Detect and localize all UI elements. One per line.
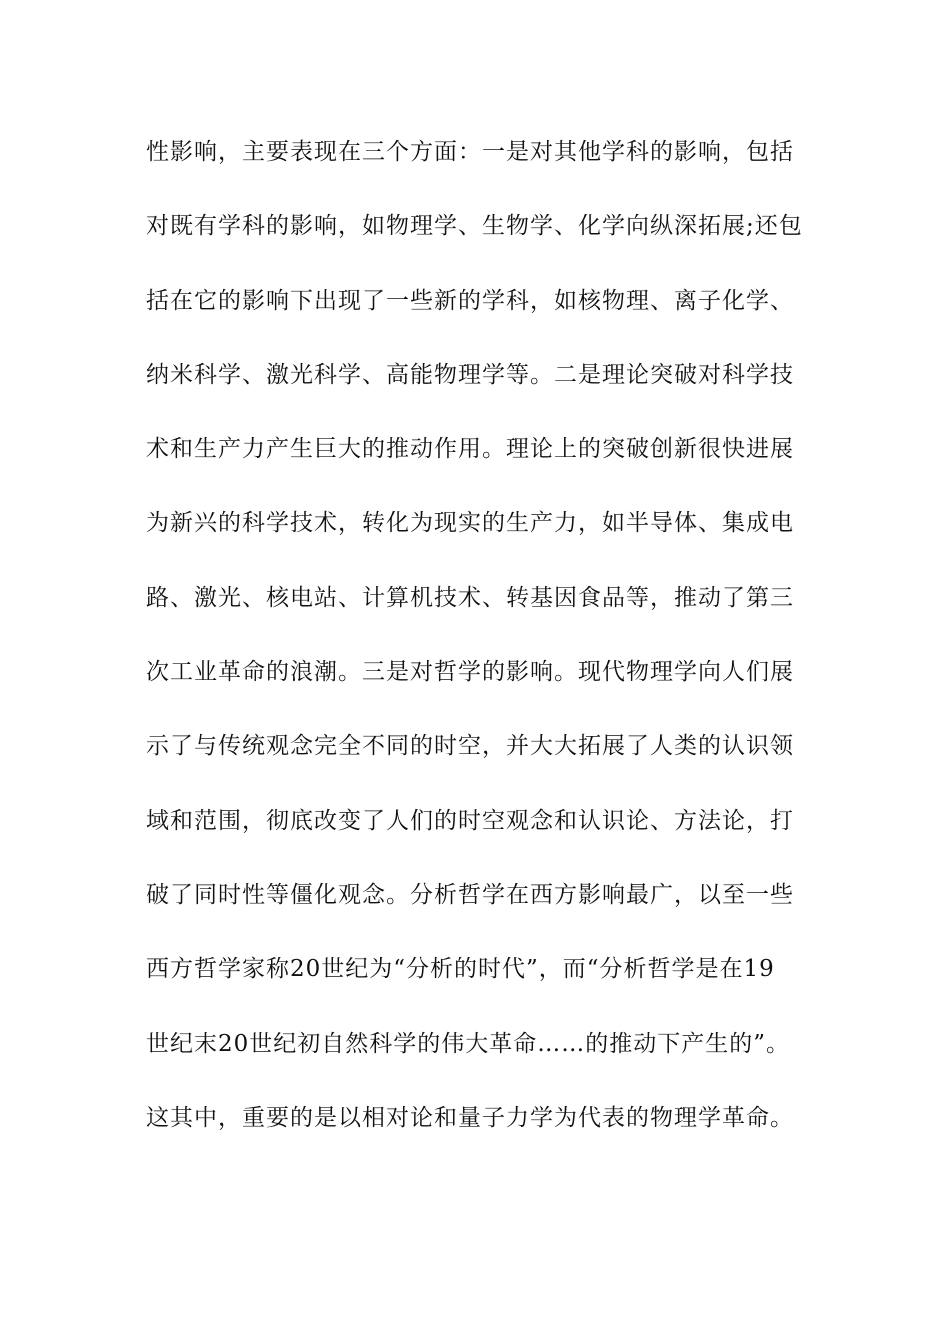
text-line-14: 这其中，重要的是以相对论和量子力学为代表的物理学革命。	[146, 1104, 794, 1131]
text-line-12: 西方哲学家称20世纪为“分析的时代”，而“分析哲学是在19	[146, 956, 775, 983]
text-line-4: 纳米科学、激光科学、高能物理学等。二是理论突破对科学技	[146, 361, 794, 388]
text-line-7: 路、激光、核电站、计算机技术、转基因食品等，推动了第三	[146, 584, 794, 611]
text-line-6: 为新兴的科学技术，转化为现实的生产力，如半导体、集成电	[146, 510, 794, 537]
text-line-13: 世纪末20世纪初自然科学的伟大革命……的推动下产生的”。	[146, 1030, 791, 1057]
text-line-10: 域和范围，彻底改变了人们的时空观念和认识论、方法论，打	[146, 807, 794, 834]
body-text	[146, 128, 826, 1168]
text-line-8: 次工业革命的浪潮。三是对哲学的影响。现代物理学向人们展	[146, 659, 794, 686]
text-line-1: 性影响，主要表现在三个方面：一是对其他学科的影响，包括	[146, 139, 794, 165]
text-line-9: 示了与传统观念完全不同的时空，并大大拓展了人类的认识领	[146, 733, 794, 760]
text-line-11: 破了同时性等僵化观念。分析哲学在西方影响最广，以至一些	[146, 881, 794, 908]
text-line-5: 术和生产力产生巨大的推动作用。理论上的突破创新很快进展	[146, 436, 794, 463]
text-line-3: 括在它的影响下出现了一些新的学科，如核物理、离子化学、	[146, 287, 794, 314]
text-line-2: 对既有学科的影响，如物理学、生物学、化学向纵深拓展;还包	[146, 213, 803, 240]
